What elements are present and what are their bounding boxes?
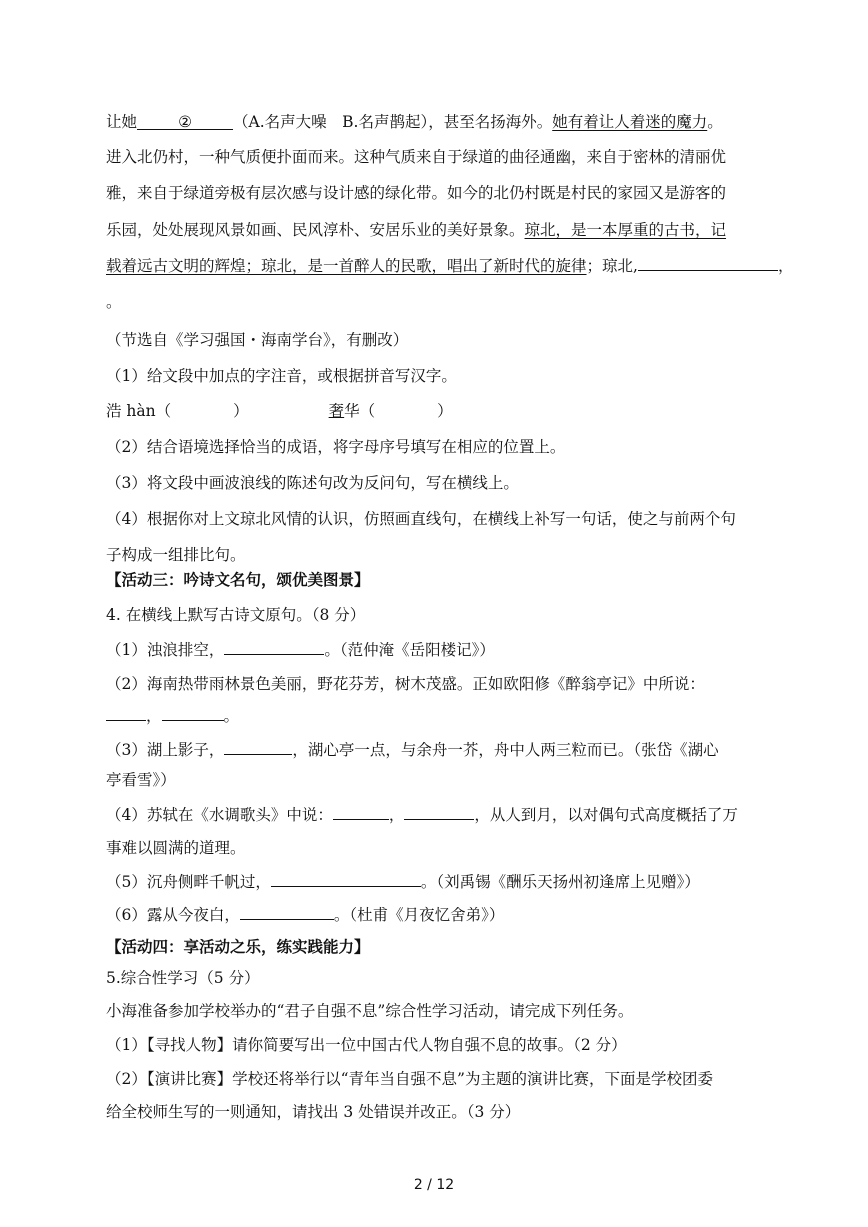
poem-question: （4）苏轼在《水调歌头》中说： ， ，从人到月，以对偶句式高度概括了万 [106,806,738,824]
poem-question: （2）海南热带雨林景色美丽，野花芬芳，树木茂盛。正如欧阳修《醉翁亭记》中所说： [106,675,705,693]
fill-blank[interactable] [271,872,421,887]
question-4: （4）根据你对上文琼北风情的认识，仿照画直线句，在横线上补写一句话，使之与前两个句 [106,510,736,528]
text-line: 给全校师生写的一则通知，请找出 3 处错误并改正。（3 分） [106,1103,521,1121]
question-2: （2）结合语境选择恰当的成语，将字母序号填写在相应的位置上。 [106,438,566,456]
fill-blank[interactable] [638,256,778,271]
fill-blank[interactable] [224,640,324,655]
question-3: （3）将文段中画波浪线的陈述句改为反问句，写在横线上。 [106,474,519,492]
wavy-underlined-sentence: 她有着让人着迷的魔力 [552,113,708,131]
text-line: 雅，来自于绿道旁极有层次感与设计感的绿化带。如今的北仍村既是村民的家园又是游客的 [106,184,727,202]
text-line: 让她 ② （A.名声大噪 B.名声鹊起），甚至名扬海外。她有着让人着迷的魔力。 [106,113,723,131]
poem-question: （3）湖上影子， ，湖心亭一点，与余舟一芥，舟中人两三粒而已。（张岱《湖心 [106,741,719,759]
section-heading: 【活动三：吟诗文名句，颂优美图景】 [106,570,370,589]
fill-blank[interactable] [224,740,292,755]
underlined-sentence: 琼北，是一本厚重的古书，记 [524,221,727,239]
question-heading: 4. 在横线上默写古诗文原句。（8 分） [106,606,366,624]
task-2: （2）【演讲比赛】学校还将举行以“青年当自强不息”为主题的演讲比赛，下面是学校团委 [106,1070,713,1088]
text-line: 。 [106,293,122,311]
question-1: （1）给文段中加点的字注音，或根据拼音写汉字。 [106,367,457,385]
text-line: 乐园，处处展现风景如画、民风淳朴、安居乐业的美好景象。琼北，是一本厚重的古书，记 [106,221,727,239]
text-line: 亭看雪》） [106,771,176,789]
fill-blank[interactable] [106,706,146,721]
text-line: ， 。 [106,706,806,726]
text-line: 事难以圆满的道理。 [106,839,246,857]
section-heading: 【活动四：享活动之乐，练实践能力】 [106,937,370,956]
fill-blank[interactable] [404,805,474,820]
task-1: （1）【寻找人物】请你简要写出一位中国古代人物自强不息的故事。（2 分） [106,1036,627,1054]
fill-blank[interactable] [240,905,334,920]
underlined-sentence: 载着远古文明的辉煌；琼北，是一首醉人的民歌，唱出了新时代的旋律 [106,257,587,275]
dotted-char: 奢 [328,402,345,420]
poem-question: （6）露从今夜白， 。（杜甫《月夜忆舍弟》） [106,906,505,924]
pinyin-line: 浩 hàn（ ） 奢华（ ） [106,402,453,420]
text-line: 进入北仍村，一种气质便扑面而来。这种气质来自于绿道的曲径通幽，来自于密林的清丽优 [106,148,727,166]
fill-blank[interactable] [162,706,224,721]
page-number: 2 / 12 [413,1177,455,1193]
fill-blank[interactable]: ② [137,115,233,130]
text-line: 小海准备参加学校举办的“君子自强不息”综合性学习活动，请完成下列任务。 [106,1002,634,1020]
text-line: 子构成一组排比句。 [106,546,246,564]
text-line: 载着远古文明的辉煌；琼北，是一首醉人的民歌，唱出了新时代的旋律；琼北, ， [106,257,794,275]
question-heading: 5.综合性学习（5 分） [106,969,260,987]
source-note: （节选自《学习强国・海南学台》，有删改） [106,331,409,349]
fill-blank[interactable] [333,805,389,820]
poem-question: （5）沉舟侧畔千帆过， 。（刘禹锡《酬乐天扬州初逢席上见赠》） [106,873,700,891]
poem-question: （1）浊浪排空， 。（范仲淹《岳阳楼记》） [106,641,495,659]
